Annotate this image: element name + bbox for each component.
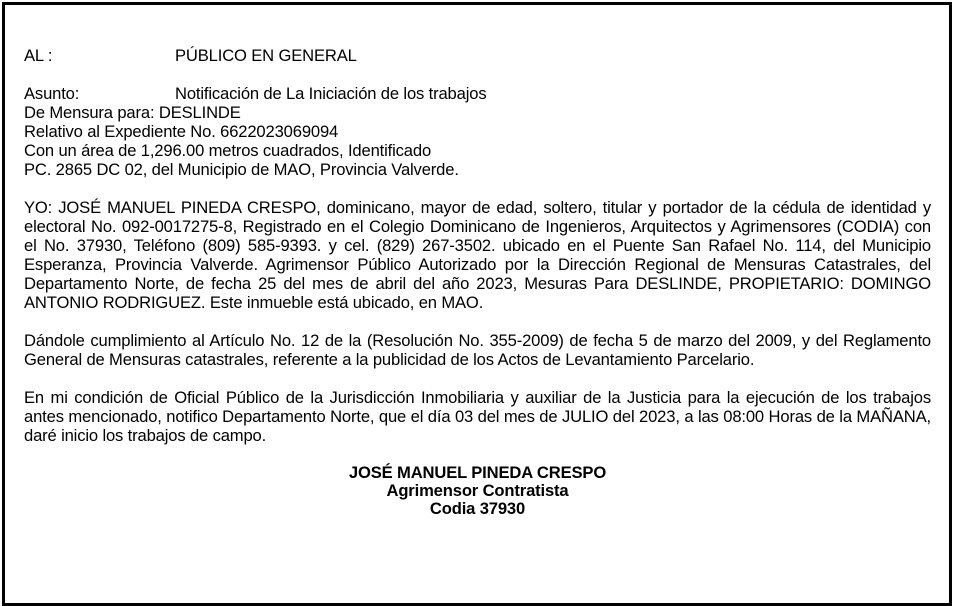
- recipient-row: [24, 46, 931, 65]
- notice-frame: [2, 2, 952, 606]
- notice-content: [24, 46, 931, 518]
- area-line: Con un área de 1,296.00 metros cuadrados, Identificado: [24, 141, 432, 160]
- spacer: [24, 312, 931, 331]
- survey-type-line: De Mensura para: DESLINDE: [24, 103, 241, 122]
- spacer: [24, 369, 931, 388]
- spacer: [24, 179, 931, 198]
- recipient-label: AL :: [24, 46, 53, 65]
- subject-label: Asunto:: [24, 84, 80, 103]
- signature-name: JOSÉ MANUEL PINEDA CRESPO: [348, 463, 607, 482]
- subject-row: [24, 84, 931, 103]
- file-number-line: Relativo al Expediente No. 6622023069094: [24, 122, 339, 141]
- parcel-line: PC. 2865 DC 02, del Municipio de MAO, Provincia Valverde.: [24, 160, 459, 179]
- notification-paragraph: En mi condición de Oficial Público de la Jurisdicción Inmobiliaria y auxiliar de la Justicia para la ejecución de los trabajos antes mencionado, notifico Departamento Norte, que el día 03 del mes de JULIO del 2023, a las 08:00 Horas de la MAÑANA, daré inicio los trabajos de campo.: [24, 388, 931, 445]
- subject-value: Notificación de La Iniciación de los trabajos: [175, 84, 487, 103]
- signature-block: [24, 464, 931, 518]
- spacer: [24, 65, 931, 84]
- declaration-paragraph: YO: JOSÉ MANUEL PINEDA CRESPO, dominicano, mayor de edad, soltero, titular y portador de la cédula de identidad y electoral No. 092-0017275-8, Registrado en el Colegio Dominicano de Ingenieros, Arquitectos y Agrimensores (CODIA) con el No. 37930, Teléfono (809) 585-9393. y cel. (829) 267-3502. ubicado en el Puente San Rafael No. 114, del Municipio Esperanza, Provincia Valverde. Agrimensor Público Autorizado por la Dirección Regional de Mensuras Catastrales, del Departamento Norte, de fecha 25 del mes de abril del año 2023, Mesuras Para DESLINDE, PROPIETARIO: DOMINGO ANTONIO RODRIGUEZ. Este inmueble está ubicado, en MAO.: [24, 198, 931, 312]
- compliance-paragraph: Dándole cumplimiento al Artículo No. 12 de la (Resolución No. 355-2009) de fecha 5 de marzo del 2009, y del Reglamento General de Mensuras catastrales, referente a la publicidad de los Actos de Levantamiento Parcelario.: [24, 331, 931, 369]
- signature-codia: Codia 37930: [429, 499, 526, 518]
- signature-title: Agrimensor Contratista: [386, 481, 569, 500]
- recipient-value: PÚBLICO EN GENERAL: [175, 46, 357, 65]
